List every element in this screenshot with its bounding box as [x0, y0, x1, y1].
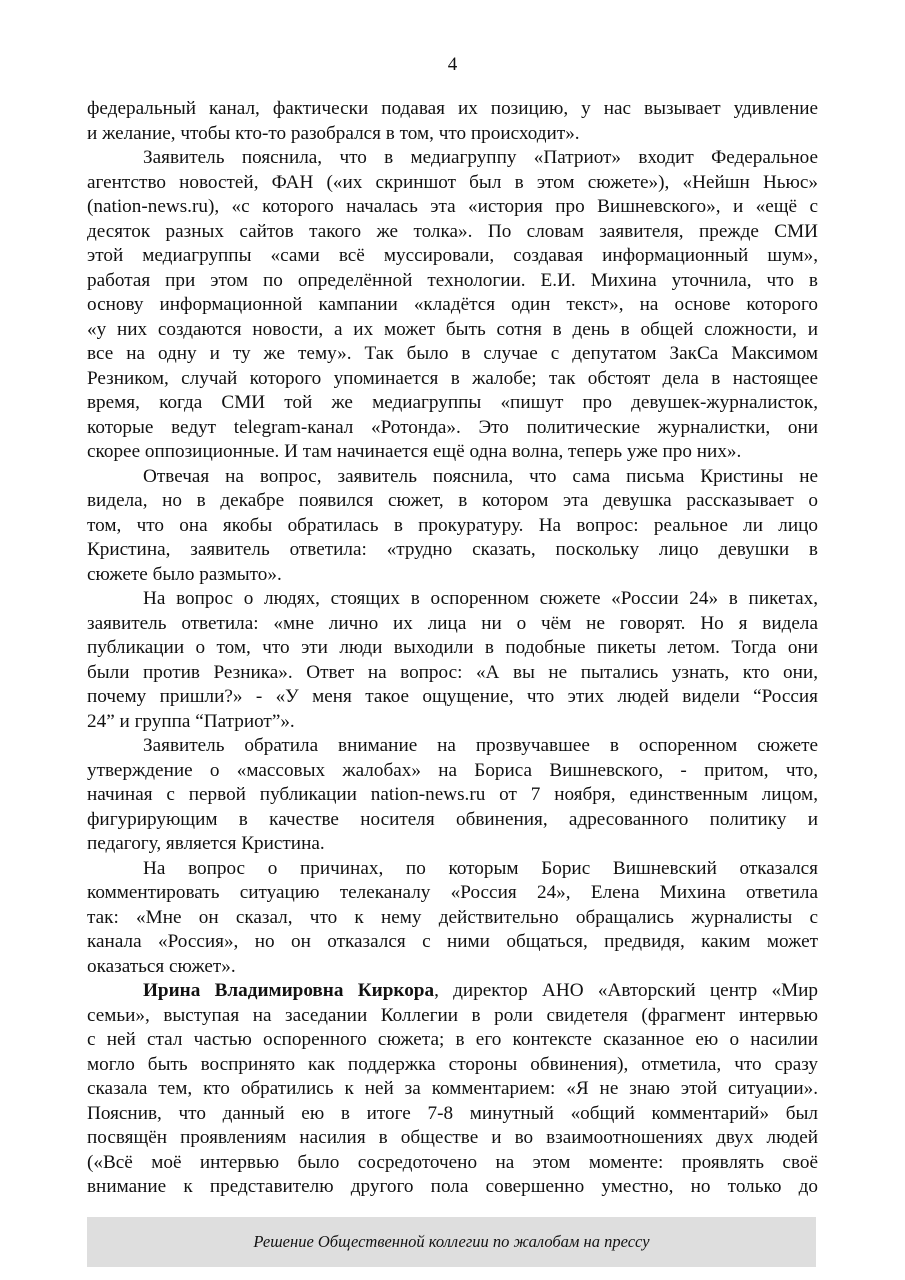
- page-footer: [87, 1217, 816, 1267]
- text-line: («Всё моё интервью было сосредоточено на этом моменте: проявлять своё: [87, 1151, 818, 1173]
- text-line: (nation-news.ru), «с которого началась эта «история про Вишневского», и «ещё с: [87, 196, 818, 217]
- text-line: Отвечая на вопрос, заявитель пояснила, что сама письма Кристины не: [143, 465, 818, 487]
- text-line: сюжете было размыто».: [87, 563, 282, 585]
- text-line: фигурирующим в качестве носителя обвинения, адресованного политику и: [87, 808, 818, 830]
- text-line: которые ведут telegram-канал «Ротонда». Это политические журналистки, они: [87, 416, 818, 438]
- text-line: посвящён проявлениям насилия в обществе и во взаимоотношениях двух людей: [87, 1127, 818, 1148]
- paragraph: [87, 857, 818, 980]
- text-line: Заявитель обратила внимание на прозвучавшее в оспоренном сюжете: [143, 735, 818, 756]
- paragraph: [87, 979, 818, 1200]
- text-line: канала «Россия», но он отказался с ними общаться, предвидя, каким может: [87, 931, 818, 952]
- paragraph: [87, 146, 818, 465]
- text-line: оказаться сюжет».: [87, 955, 236, 977]
- text-line: так: «Мне он сказал, что к нему действительно обращались журналисты с: [87, 906, 818, 928]
- text-line: Пояснив, что данный ею в итоге 7-8 минутный «общий комментарий» был: [87, 1102, 818, 1124]
- text-line: внимание к представителю другого пола совершенно уместно, но только до: [87, 1176, 818, 1197]
- text-line: агентство новостей, ФАН («их скриншот был в этом сюжете»), «Нейшн Ньюс»: [87, 171, 818, 193]
- text-line: На вопрос о людях, стоящих в оспоренном сюжете «России 24» в пикетах,: [143, 588, 818, 609]
- text-line: видела, но в декабре появился сюжет, в котором эта девушка рассказывает о: [87, 490, 818, 511]
- text-line: время, когда СМИ той же медиагруппы «пишут про девушек-журналисток,: [87, 392, 818, 413]
- paragraph: [87, 465, 818, 588]
- text-line: семьи», выступая на заседании Коллегии в роли свидетеля (фрагмент интервью: [87, 1004, 818, 1026]
- page-number: 4: [447, 54, 458, 75]
- text-line: основу информационной кампании «кладётся один текст», на основе которого: [87, 294, 818, 315]
- text-run: , директор АНО «Авторский центр «Мир: [434, 980, 818, 1001]
- text-line: были против Резника». Ответ на вопрос: «А вы не пытались узнать, кто они,: [87, 661, 818, 683]
- text-line: почему пришли?» - «У меня такое ощущение, что этих людей видели “Россия: [87, 686, 818, 707]
- speaker-name: Ирина Владимировна Киркора: [143, 980, 435, 1001]
- paragraph: [87, 587, 818, 734]
- text-line: заявитель ответила: «мне лично их лица ни о чём не говорят. Но я видела: [87, 612, 818, 634]
- text-line: федеральный канал, фактически подавая их позицию, у нас вызывает удивление: [87, 98, 818, 119]
- text-line: педагогу, является Кристина.: [87, 833, 325, 854]
- text-line: все на одну и ту же тему». Так было в случае с депутатом ЗакСа Максимом: [87, 343, 818, 364]
- text-line: этой медиагруппы «сами всё муссировали, создавая информационный шум»,: [87, 245, 818, 266]
- text-line: десяток разных сайтов такого же толка». По словам заявителя, прежде СМИ: [87, 220, 818, 242]
- text-line: Кристина, заявитель ответила: «трудно сказать, поскольку лицо девушки в: [87, 539, 818, 560]
- document-body: [87, 97, 818, 1200]
- text-line: начиная с первой публикации nation-news.ru от 7 ноября, единственным лицом,: [87, 784, 818, 805]
- text-line: 24” и группа “Патриот”».: [87, 710, 295, 732]
- text-line: сказала тем, кто обратились к ней за комментарием: «Я не знаю этой ситуации».: [87, 1078, 818, 1099]
- text-line: с ней стал частью оспоренного сюжета; в его контексте сказанное ею о насилии: [87, 1029, 818, 1050]
- paragraph: [87, 734, 818, 857]
- text-line: работая при этом по определённой технологии. Е.И. Михина уточнила, что в: [87, 269, 818, 291]
- text-line: комментировать ситуацию телеканалу «Россия 24», Елена Михина ответила: [87, 882, 818, 903]
- text-line: могло быть воспринято как поддержка стороны обвинения), отметила, что сразу: [87, 1053, 818, 1075]
- text-line: На вопрос о причинах, по которым Борис Вишневский отказался: [143, 857, 818, 879]
- text-line: [87, 979, 818, 1004]
- text-line: публикации о том, что эти люди выходили в подобные пикеты летом. Тогда они: [87, 637, 818, 658]
- footer-title: Решение Общественной коллегии по жалобам на прессу: [253, 1232, 650, 1251]
- text-line: Резником, случай которого упоминается в жалобе; так обстоят дела в настоящее: [87, 367, 818, 389]
- text-line: и желание, чтобы кто-то разобрался в том, что происходит».: [87, 122, 580, 144]
- text-line: Заявитель пояснила, что в медиагруппу «Патриот» входит Федеральное: [143, 147, 818, 168]
- text-line: скорее оппозиционные. И там начинается ещё одна волна, теперь уже про них».: [87, 441, 742, 462]
- paragraph: [87, 97, 818, 146]
- text-line: том, что она якобы обратилась в прокуратуру. На вопрос: реальное ли лицо: [87, 514, 818, 536]
- text-line: «у них создаются новости, а их может быть сотня в день в общей сложности, и: [87, 318, 818, 340]
- text-line: утверждение о «массовых жалобах» на Бориса Вишневского, - притом, что,: [87, 759, 818, 781]
